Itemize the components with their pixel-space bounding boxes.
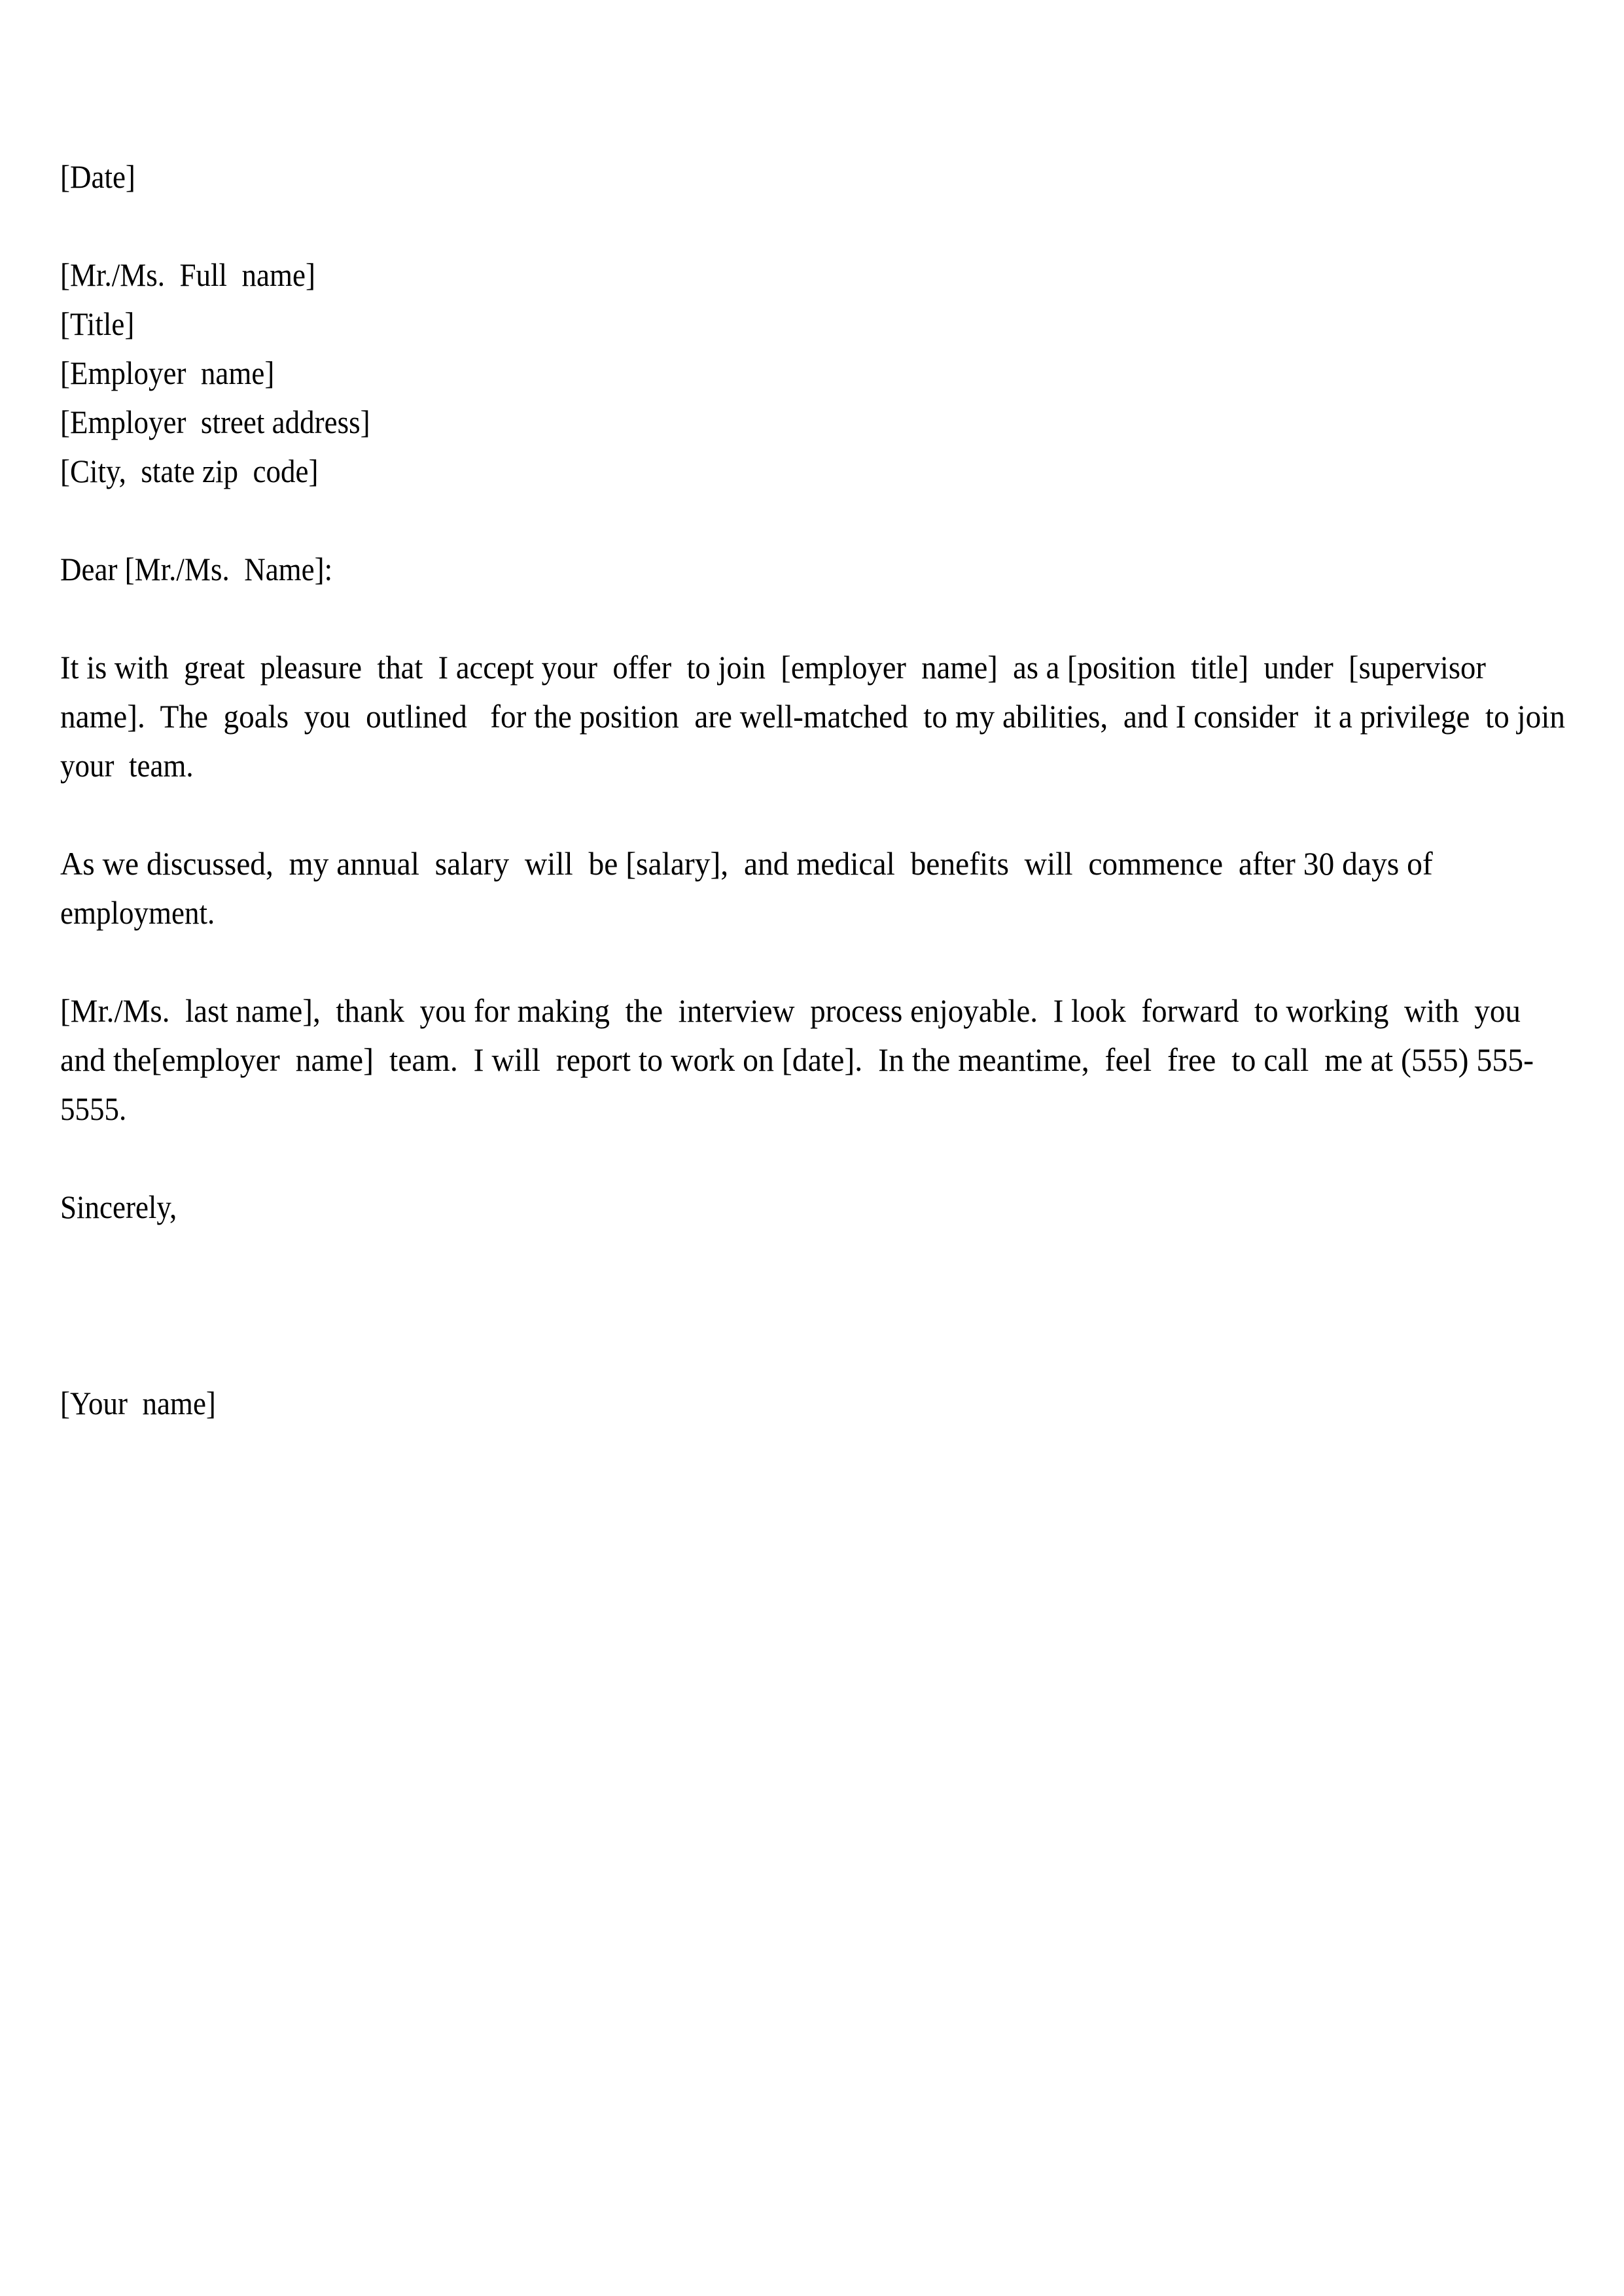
salutation: Dear [Mr./Ms. Name]:: [60, 551, 333, 587]
paragraph-line: your team.: [60, 747, 194, 784]
paragraph-line: It is with great pleasure that I accept your offer to join [employer name] as a [position title] under [supervisor: [60, 649, 1486, 686]
recipient-full-name: [Mr./Ms. Full name]: [60, 256, 315, 293]
paragraph-line: employment.: [60, 894, 215, 931]
paragraph-line: [Mr./Ms. last name], thank you for making the interview process enjoyable. I look forward to working with you: [60, 992, 1521, 1029]
paragraph-line: As we discussed, my annual salary will be [salary], and medical benefits will commence after 30 days of: [60, 845, 1433, 882]
paragraph-line: name]. The goals you outlined for the position are well-matched to my abilities, and I consider it a privilege to join: [60, 698, 1565, 735]
letter-date: [Date]: [60, 158, 135, 195]
paragraph-line: and the[employer name] team. I will report to work on [date]. In the meantime, feel free to call me at (555) 555-: [60, 1041, 1534, 1078]
recipient-employer-name: [Employer name]: [60, 355, 275, 391]
closing: Sincerely,: [60, 1189, 177, 1225]
recipient-city-state-zip: [City, state zip code]: [60, 453, 319, 489]
signature-name: [Your name]: [60, 1385, 216, 1421]
recipient-street-address: [Employer street address]: [60, 404, 370, 440]
paragraph-line: 5555.: [60, 1090, 127, 1127]
recipient-title: [Title]: [60, 305, 135, 342]
